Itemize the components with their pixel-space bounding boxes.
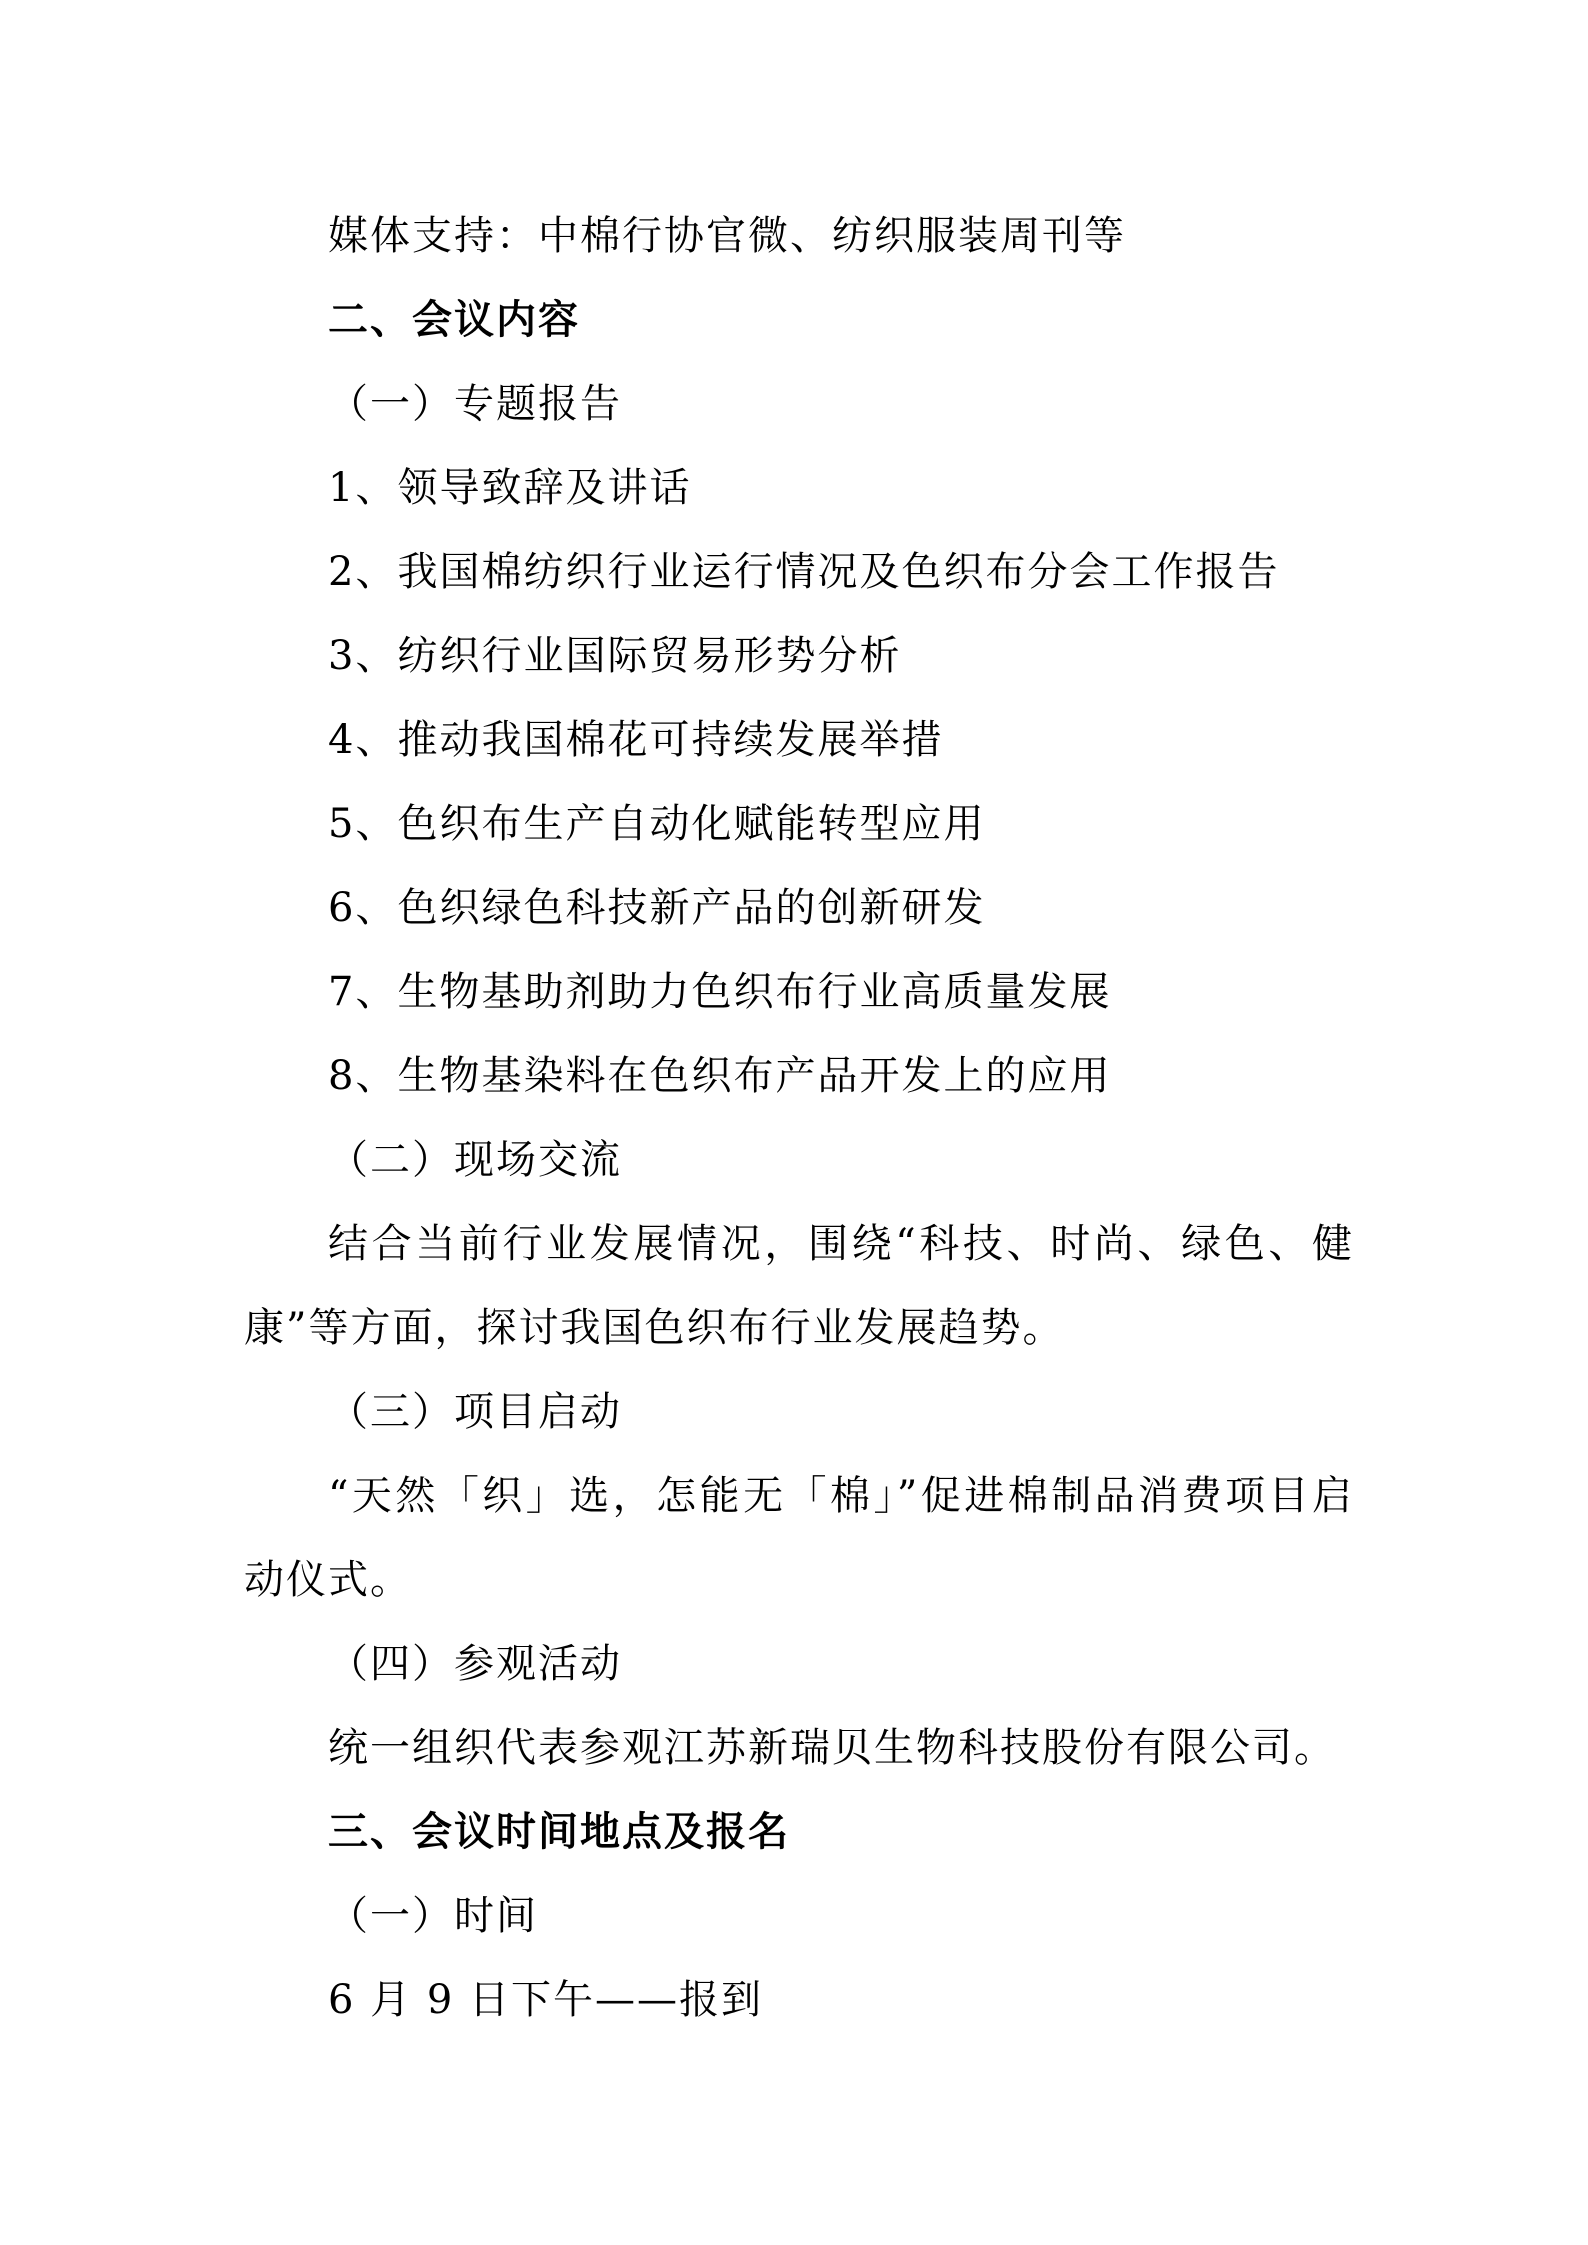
list-item-7: 7、生物基助剂助力色织布行业高质量发展 bbox=[328, 969, 1112, 1015]
time-line: 6 月 9 日下午——报到 bbox=[328, 1977, 764, 2023]
subsection-2-heading: （二）现场交流 bbox=[328, 1137, 622, 1183]
list-item-4: 4、推动我国棉花可持续发展举措 bbox=[328, 717, 944, 763]
subsection-1-heading: （一）专题报告 bbox=[328, 381, 622, 427]
subsection-3-paragraph: “天然「织」选，怎能无「棉」”促进棉制品消费项目启动仪式。 bbox=[244, 1473, 1354, 1603]
list-item-8: 8、生物基染料在色织布产品开发上的应用 bbox=[328, 1053, 1112, 1099]
subsection-4-paragraph: 统一组织代表参观江苏新瑞贝生物科技股份有限公司。 bbox=[328, 1725, 1336, 1771]
list-item-5: 5、色织布生产自动化赋能转型应用 bbox=[328, 801, 986, 847]
media-support-line: 媒体支持：中棉行协官微、纺织服装周刊等 bbox=[328, 213, 1126, 259]
subsection-3-heading: （三）项目启动 bbox=[328, 1389, 622, 1435]
subsection-4-heading: （四）参观活动 bbox=[328, 1641, 622, 1687]
list-item-6: 6、色织绿色科技新产品的创新研发 bbox=[328, 885, 986, 931]
subsection-2-paragraph: 结合当前行业发展情况，围绕“科技、时尚、绿色、健康”等方面，探讨我国色织布行业发展趋势。 bbox=[244, 1221, 1354, 1351]
list-item-3: 3、纺织行业国际贸易形势分析 bbox=[328, 633, 902, 679]
time-heading: （一）时间 bbox=[328, 1893, 538, 1939]
list-item-2: 2、我国棉纺织行业运行情况及色织布分会工作报告 bbox=[328, 549, 1280, 595]
section-2-heading: 二、会议内容 bbox=[328, 297, 580, 343]
section-3-heading: 三、会议时间地点及报名 bbox=[328, 1809, 790, 1855]
list-item-1: 1、领导致辞及讲话 bbox=[328, 465, 692, 511]
